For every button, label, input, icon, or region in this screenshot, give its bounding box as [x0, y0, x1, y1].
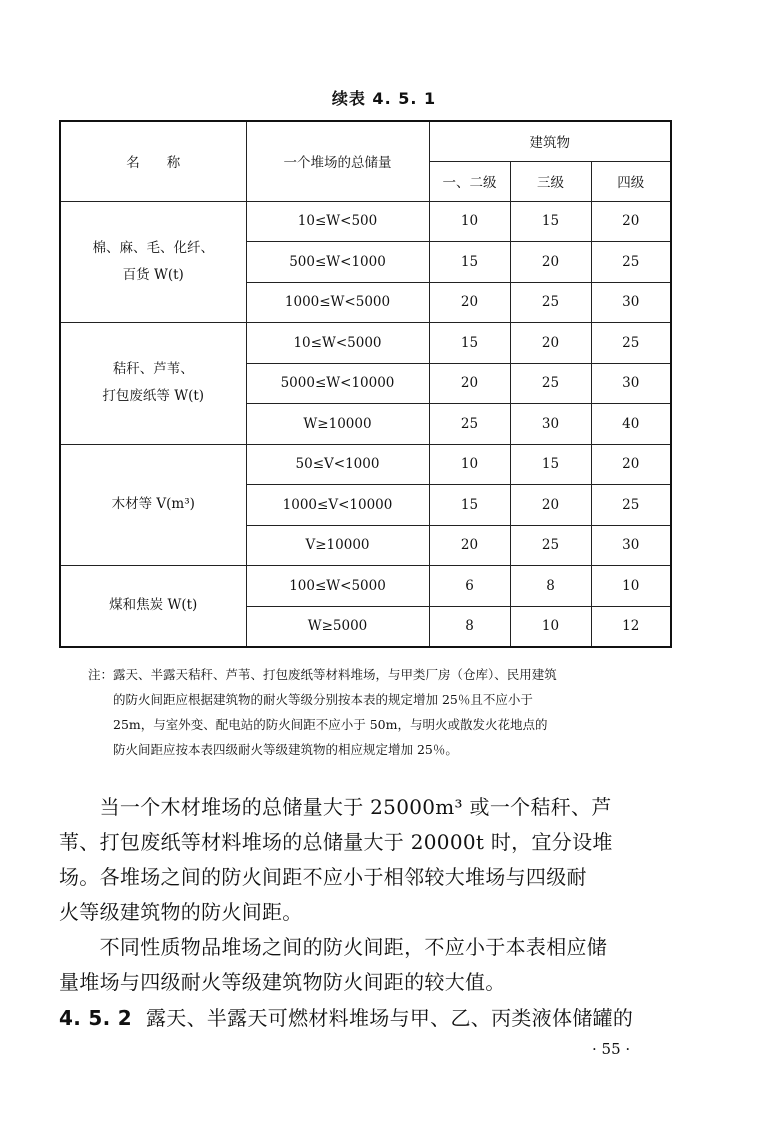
header-storage: 一个堆场的总储量	[246, 121, 429, 201]
category-name-line: 木材等 V(m³)	[111, 496, 195, 513]
storage-range: 100≤W<5000	[246, 566, 429, 607]
distance-level-4: 10	[591, 566, 671, 607]
header-level-1-2: 一、二级	[429, 161, 510, 201]
category-name	[60, 444, 246, 566]
distance-level-4: 30	[591, 282, 671, 323]
distance-level-1-2: 20	[429, 282, 510, 323]
note-line: 注：露天、半露天秸秆、芦苇、打包废纸等材料堆场，与甲类厂房（仓库）、民用建筑	[88, 667, 557, 682]
category-name-line: 煤和焦炭 W(t)	[109, 597, 198, 614]
distance-level-3: 10	[510, 606, 591, 647]
table-row	[60, 323, 671, 364]
paragraph-line: 量堆场与四级耐火等级建筑物防火间距的较大值。	[59, 970, 506, 994]
storage-range: 500≤W<1000	[246, 242, 429, 283]
clause-number: 4. 5. 2	[59, 1006, 132, 1030]
distance-level-4: 20	[591, 201, 671, 242]
fire-distance-table	[59, 120, 672, 648]
distance-level-1-2: 20	[429, 525, 510, 566]
clause-line	[59, 1001, 674, 1036]
storage-range: 1000≤W<5000	[246, 282, 429, 323]
distance-level-4: 25	[591, 323, 671, 364]
category-name	[60, 566, 246, 647]
distance-level-3: 15	[510, 444, 591, 485]
header-level-4: 四级	[591, 161, 671, 201]
category-name-line: 棉、麻、毛、化纤、	[92, 239, 214, 256]
note-line: 25m，与室外变、配电站的防火间距不应小于 50m，与明火或散发火花地点的	[88, 717, 548, 732]
distance-level-3: 20	[510, 242, 591, 283]
distance-level-3: 25	[510, 363, 591, 404]
distance-level-1-2: 6	[429, 566, 510, 607]
category-name-line: 秸秆、芦苇、	[112, 361, 194, 378]
distance-level-4: 20	[591, 444, 671, 485]
storage-range: 50≤V<1000	[246, 444, 429, 485]
distance-level-1-2: 15	[429, 242, 510, 283]
distance-level-1-2: 15	[429, 323, 510, 364]
storage-range: 1000≤V<10000	[246, 485, 429, 526]
paragraph-line: 苇、打包废纸等材料堆场的总储量大于 20000t 时，宜分设堆	[59, 830, 613, 854]
table-row	[60, 201, 671, 242]
paragraph-1	[59, 790, 674, 930]
table-row	[60, 444, 671, 485]
header-building: 建筑物	[429, 121, 671, 161]
distance-level-3: 25	[510, 525, 591, 566]
distance-level-4: 30	[591, 363, 671, 404]
paragraph-line: 不同性质物品堆场之间的防火间距，不应小于本表相应储	[59, 935, 608, 959]
category-name	[60, 201, 246, 323]
page-number: · 55 ·	[592, 1040, 631, 1058]
note-line: 的防火间距应根据建筑物的耐火等级分别按本表的规定增加 25％且不应小于	[88, 692, 533, 707]
distance-level-4: 12	[591, 606, 671, 647]
distance-level-3: 30	[510, 404, 591, 445]
paragraph-2	[59, 930, 674, 1000]
storage-range: 5000≤W<10000	[246, 363, 429, 404]
distance-level-4: 25	[591, 485, 671, 526]
table-row	[60, 566, 671, 607]
distance-level-3: 20	[510, 323, 591, 364]
storage-range: 10≤W<500	[246, 201, 429, 242]
paragraph-line: 火等级建筑物的防火间距。	[59, 900, 303, 924]
paragraph-line: 场。各堆场之间的防火间距不应小于相邻较大堆场与四级耐	[59, 865, 587, 889]
note-line: 防火间距应按本表四级耐火等级建筑物的相应规定增加 25％。	[88, 742, 458, 757]
distance-level-1-2: 10	[429, 444, 510, 485]
clause-4-5-2	[59, 1001, 674, 1036]
header-level-3: 三级	[510, 161, 591, 201]
distance-level-1-2: 25	[429, 404, 510, 445]
distance-level-4: 40	[591, 404, 671, 445]
distance-level-4: 25	[591, 242, 671, 283]
clause-text: 露天、半露天可燃材料堆场与甲、乙、丙类液体储罐的	[145, 1006, 634, 1030]
distance-level-3: 20	[510, 485, 591, 526]
table-note	[88, 662, 678, 762]
distance-level-1-2: 8	[429, 606, 510, 647]
distance-level-1-2: 10	[429, 201, 510, 242]
distance-level-3: 8	[510, 566, 591, 607]
category-name	[60, 323, 246, 445]
category-name-line: 百货 W(t)	[122, 266, 184, 283]
table-title: 续表 4. 5. 1	[331, 89, 437, 108]
storage-range: V≥10000	[246, 525, 429, 566]
category-name-line: 打包废纸等 W(t)	[102, 388, 205, 405]
distance-level-1-2: 20	[429, 363, 510, 404]
storage-range: W≥5000	[246, 606, 429, 647]
header-name: 名 称	[60, 121, 246, 201]
storage-range: W≥10000	[246, 404, 429, 445]
paragraph-line: 当一个木材堆场的总储量大于 25000m³ 或一个秸秆、芦	[59, 795, 612, 819]
storage-range: 10≤W<5000	[246, 323, 429, 364]
distance-level-1-2: 15	[429, 485, 510, 526]
distance-level-4: 30	[591, 525, 671, 566]
distance-level-3: 15	[510, 201, 591, 242]
distance-level-3: 25	[510, 282, 591, 323]
